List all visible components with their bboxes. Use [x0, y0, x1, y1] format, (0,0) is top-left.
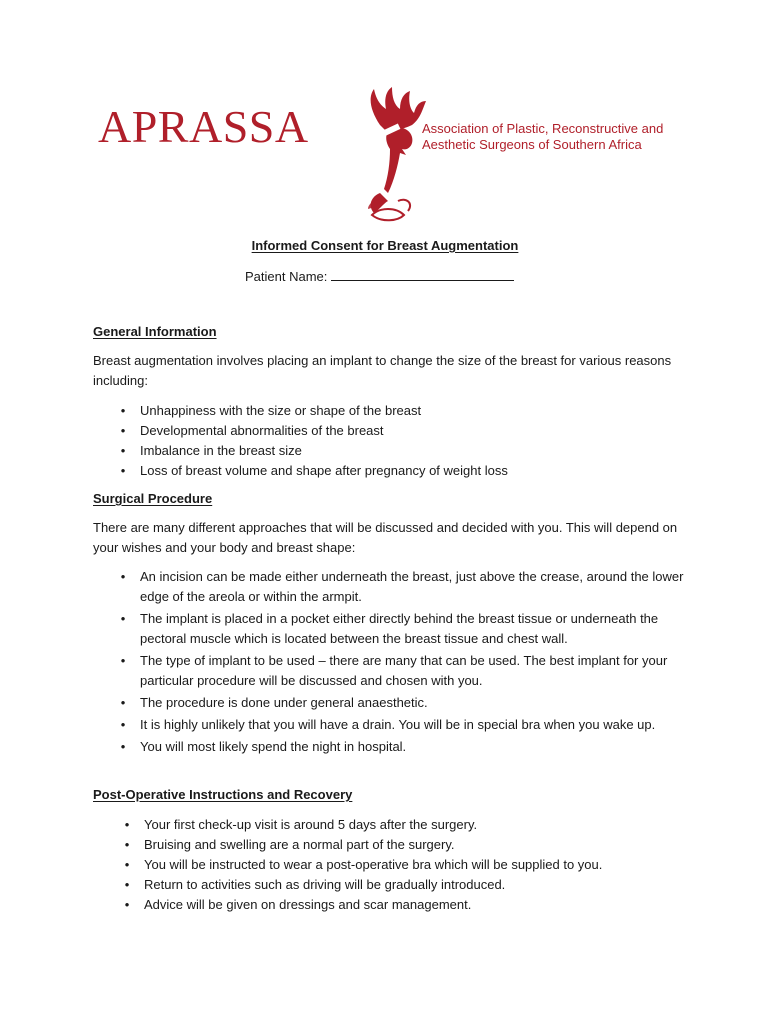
list-item: • You will be instructed to wear a post-operative bra which will be supplied to you.: [144, 855, 704, 875]
bullet-icon: •: [124, 877, 130, 892]
surgical-list: [120, 567, 685, 759]
list-item: • The type of implant to be used – there are many that can be used. The best implant for your particular procedure will be discussed and chosen with you.: [140, 651, 685, 691]
association-name: [422, 121, 722, 153]
list-item: • It is highly unlikely that you will have a drain. You will be in special bra when you wake up.: [140, 715, 685, 735]
bullet-icon: •: [124, 857, 130, 872]
bullet-icon: •: [120, 717, 126, 732]
bullet-icon: •: [120, 569, 126, 584]
list-item: • Advice will be given on dressings and scar management.: [144, 895, 704, 915]
postop-list: [124, 815, 704, 915]
general-intro: Breast augmentation involves placing an implant to change the size of the breast for various reasons including:: [93, 353, 672, 388]
list-item: • Developmental abnormalities of the breast: [140, 421, 700, 441]
patient-name-label: Patient Name:: [245, 269, 328, 284]
patient-name-blank[interactable]: [331, 267, 514, 281]
list-item: • Loss of breast volume and shape after pregnancy of weight loss: [140, 461, 700, 481]
list-item: • Bruising and swelling are a normal part of the surgery.: [144, 835, 704, 855]
list-item: • An incision can be made either underneath the breast, just above the crease, around the lower edge of the areola or within the armpit.: [140, 567, 685, 607]
general-list: [120, 401, 700, 481]
bullet-icon: •: [124, 837, 130, 852]
general-heading: General Information: [93, 324, 217, 339]
association-line-2: Aesthetic Surgeons of Southern Africa: [422, 137, 642, 152]
phoenix-logo-icon: [350, 85, 432, 225]
list-item: • You will most likely spend the night in hospital.: [140, 737, 685, 757]
bullet-icon: •: [120, 463, 126, 478]
list-item: • Your first check-up visit is around 5 days after the surgery.: [144, 815, 704, 835]
list-item: • Return to activities such as driving will be gradually introduced.: [144, 875, 704, 895]
patient-name-field[interactable]: [245, 267, 514, 284]
bullet-icon: •: [120, 739, 126, 754]
list-item: • Imbalance in the breast size: [140, 441, 700, 461]
logo-wordmark: APRASSA: [98, 101, 309, 152]
bullet-icon: •: [124, 897, 130, 912]
list-item: • The implant is placed in a pocket either directly behind the breast tissue or underneath the pectoral muscle which is located between the breast tissue and chest wall.: [140, 609, 685, 649]
bullet-icon: •: [120, 443, 126, 458]
document-title: Informed Consent for Breast Augmentation: [251, 238, 519, 253]
bullet-icon: •: [120, 653, 126, 668]
list-item: • Unhappiness with the size or shape of the breast: [140, 401, 700, 421]
postop-heading: Post-Operative Instructions and Recovery: [93, 787, 353, 802]
association-line-1: Association of Plastic, Reconstructive and: [422, 121, 664, 136]
bullet-icon: •: [120, 695, 126, 710]
bullet-icon: •: [120, 423, 126, 438]
bullet-icon: •: [120, 403, 126, 418]
surgical-heading: Surgical Procedure: [93, 491, 213, 506]
surgical-intro: There are many different approaches that will be discussed and decided with you. This will depend on your wishes and your body and breast shape:: [93, 520, 678, 555]
bullet-icon: •: [120, 611, 126, 626]
list-item: • The procedure is done under general anaesthetic.: [140, 693, 685, 713]
bullet-icon: •: [124, 817, 130, 832]
